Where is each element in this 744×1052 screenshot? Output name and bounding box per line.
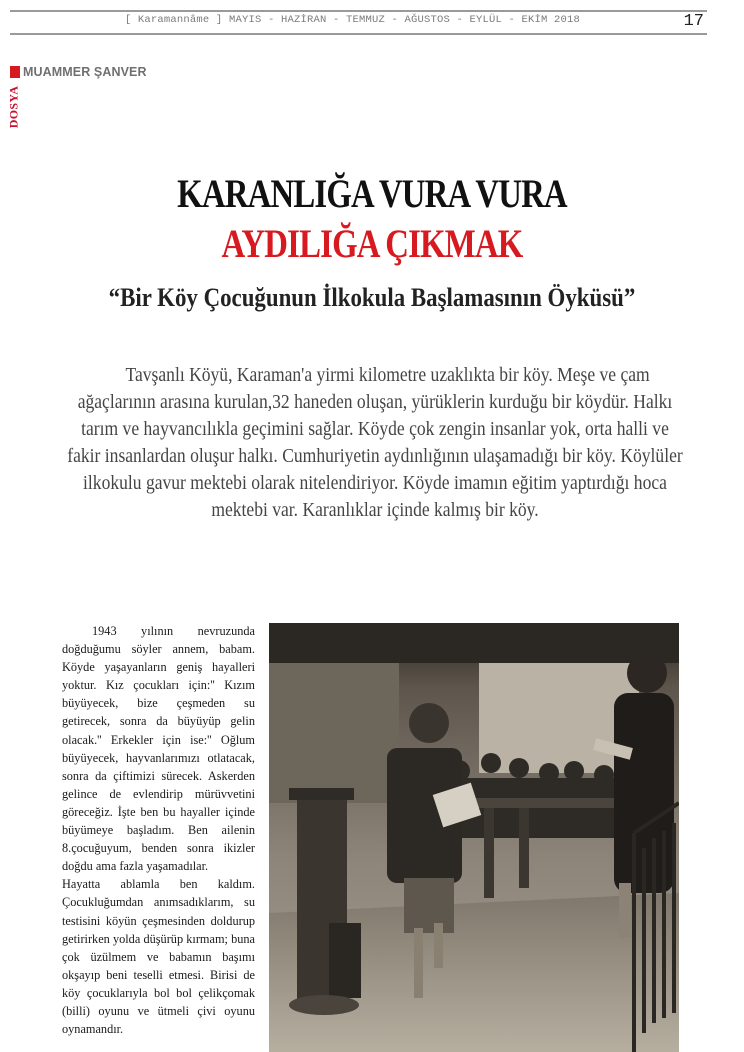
article-title-line2: AYDILIĞA ÇIKMAK: [221, 221, 523, 266]
log-wall: [269, 663, 399, 803]
body-paragraph: Hayatta ablamla ben kaldım. Çocukluğumdan anımsadıklarım, su testisini köyün çeşmesinden doldurup getirirken yolda düşürüp kırmam; buna çok üzülmem ve babamın başımı okşayıp beni teselli etmesi. Birisi de köy çocuklarıyla bol bol çelikçomak (billi) oyunu ve ütmeli çivi oyunu oynamandır.: [62, 877, 255, 1037]
intro-paragraph: Tavşanlı Köyü, Karaman'a yirmi kilometre uzaklıkta bir köy. Meşe ve çam ağaçlarının arasına kurulan,32 haneden oluşan, yürüklerin kurduğu bir köydür. Halkı tarım ve hayvancılıkla geçimini sağlar. Köyde çok zengin insanlar yok, orta halli ve fakir insanlardan oluşur halkı. Cumhuriyetin aydınlığının ulaşamadığı bir köy. Köylüler ilkokulu gavur mektebi olarak nitelendiriyor. Köyde imamın eğitim yaptırdığı hoca mektebi var. Karanlıklar içinde kalmış bir köy.: [67, 365, 683, 521]
running-header: [ Karamannâme ] MAYIS - HAZİRAN - TEMMUZ - AĞUSTOS - EYLÜL - EKİM 2018: [124, 14, 580, 26]
article-subtitle: “Bir Köy Çocuğunun İlkokula Başlamasının Öyküsü”: [108, 283, 636, 312]
classroom-photo-illustration: [269, 623, 679, 1052]
red-square-marker: [10, 66, 20, 78]
section-label-text: DOSYA: [6, 85, 21, 129]
article-title-line1: KARANLIĞA VURA VURA: [177, 171, 567, 216]
header-rule-bottom: [10, 33, 707, 35]
desk-leg: [519, 808, 529, 888]
section-label: [5, 84, 23, 130]
body-paragraph: 1943 yılının nevruzunda doğduğumu söyler annem, babam. Köyde yaşayanların geniş hayalleri yoktur. Kız çocukları için:'' Kızım büyüyecek, bize çeşmeden su getirecek, sonra da büyüyüp gelin olacak.'' Erkekler için ise:'' Oğlum büyüyecek, hayvanlarımızı otlatacak, sonra da çiftimizi sürecek. Askerden gelince de evlendirip mürüvvetini göreceğiz. İşte ben bu hayaller içinde büyümeye başladım. Ben ailenin 8.çocuğuyum, benden sonra ikizler doğdu ama fazla yaşamadılar.: [62, 624, 255, 874]
desk-top: [469, 798, 619, 808]
body-column: [62, 622, 255, 1038]
page-number: 17: [683, 12, 704, 31]
classroom-photo: [269, 623, 679, 1052]
ceiling: [269, 623, 679, 663]
author-name: MUAMMER ŞANVER: [23, 65, 147, 79]
header-rule-top: [10, 10, 707, 12]
intro-paragraph-block: [65, 362, 686, 524]
byline: [10, 65, 147, 79]
desk-leg: [484, 808, 494, 898]
